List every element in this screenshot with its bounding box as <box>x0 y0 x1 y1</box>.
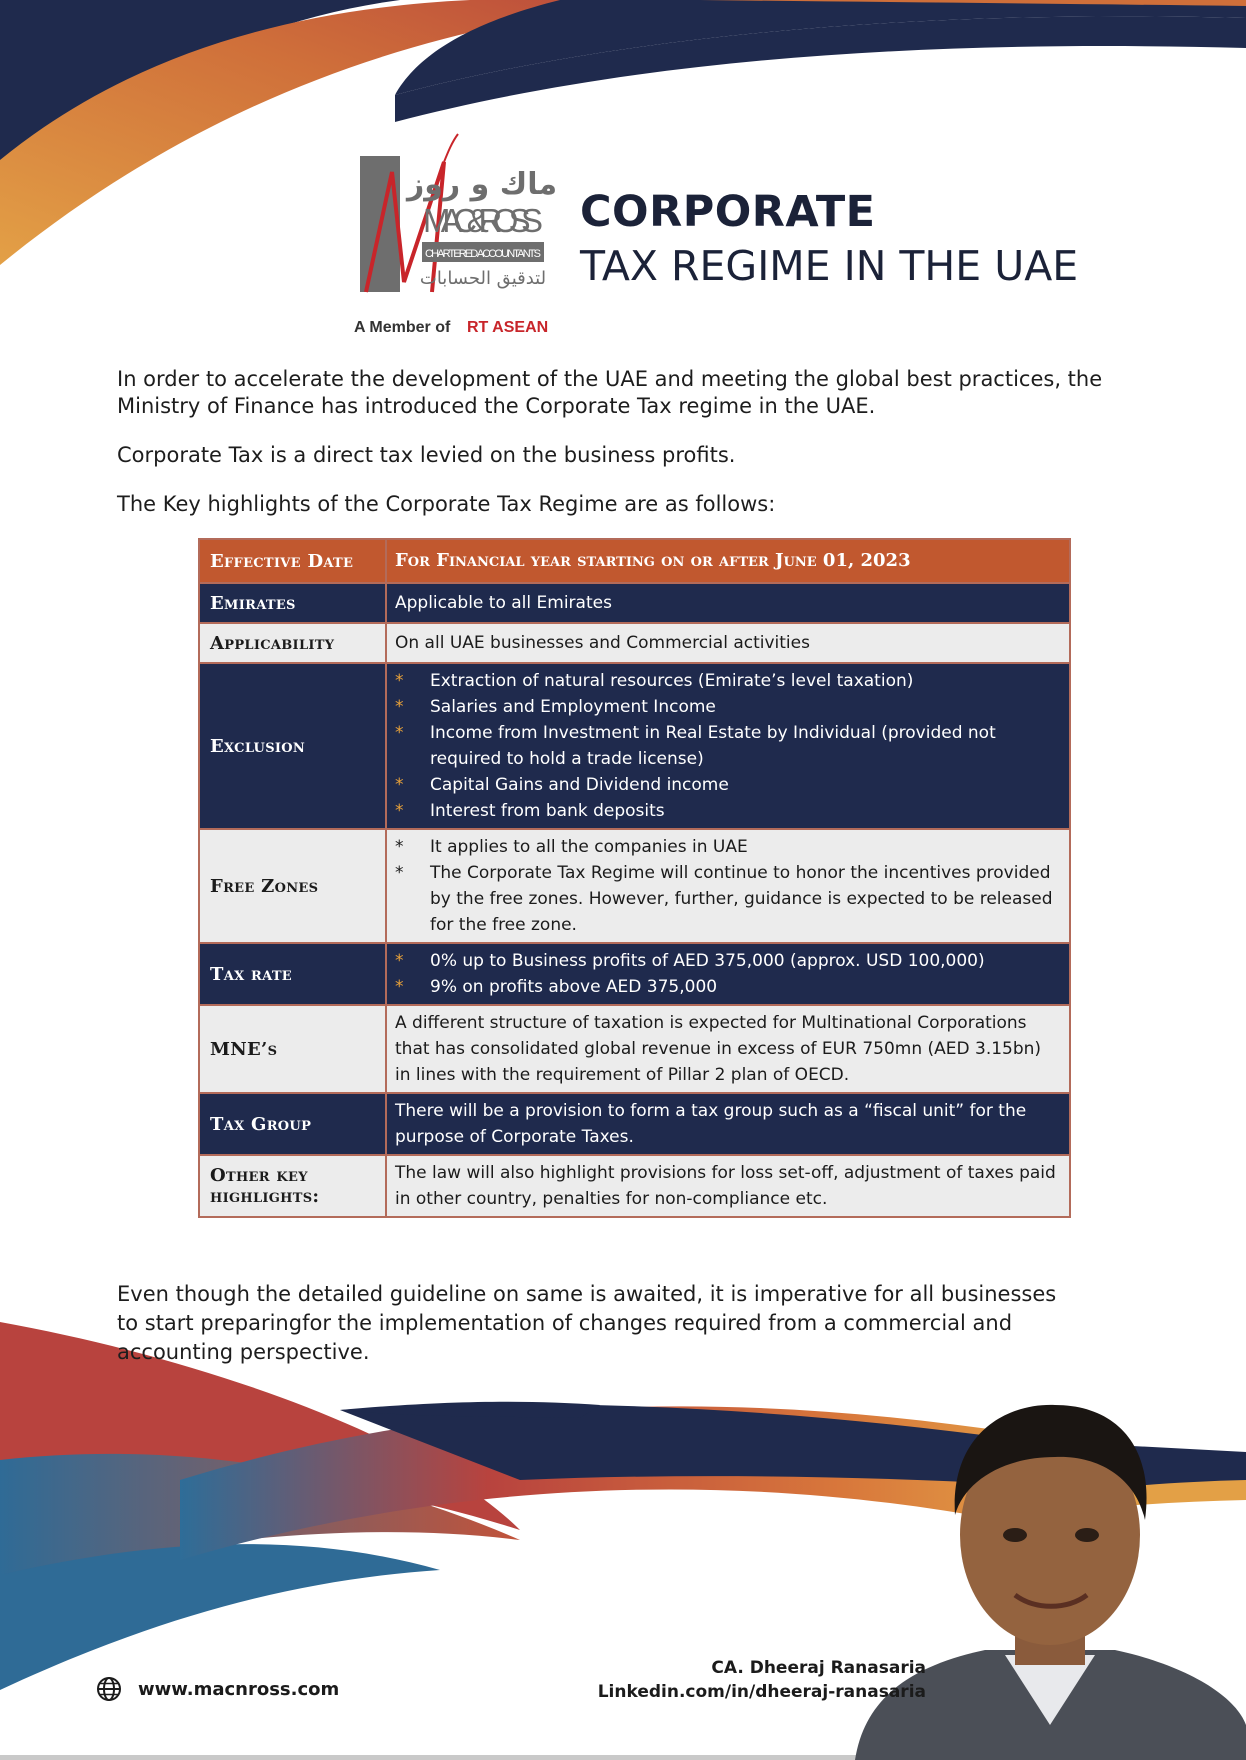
author-name: CA. Dheeraj Ranasaria <box>711 1658 926 1678</box>
row-label: Effective Date <box>199 539 386 583</box>
row-label: MNE’s <box>199 1005 386 1093</box>
row-value <box>386 829 1070 943</box>
row-value: A different structure of taxation is expected for Multinational Corporations that has consolidated global revenue in excess of EUR 750mn (AED 3.15bn) in lines with the requirement of Pillar 2 plan of OECD. <box>386 1005 1070 1093</box>
list-item: * 9% on profits above AED 375,000 <box>395 974 1061 1000</box>
bullet-icon: * <box>395 837 404 857</box>
list-item: * Capital Gains and Dividend income <box>395 772 1061 798</box>
title-line-2: TAX REGIME IN THE UAE <box>580 242 1079 290</box>
bullet-icon: * <box>395 723 404 743</box>
row-label: Tax rate <box>199 943 386 1005</box>
website-link[interactable] <box>96 1676 339 1702</box>
table-row-emirates <box>199 583 1070 623</box>
table-row-exclusion <box>199 663 1070 829</box>
table-row-tax-group <box>199 1093 1070 1155</box>
list-item: * 0% up to Business profits of AED 375,000 (approx. USD 100,000) <box>395 948 1061 974</box>
list-item: * Income from Investment in Real Estate by Individual (provided not required to hold a trade license) <box>395 720 1061 772</box>
table-row-applicability <box>199 623 1070 663</box>
row-value: Applicable to all Emirates <box>386 583 1070 623</box>
row-value: For Financial year starting on or after June 01, 2023 <box>386 539 1070 583</box>
table-row-free-zones <box>199 829 1070 943</box>
list-item: * It applies to all the companies in UAE <box>395 834 1061 860</box>
table-row-other <box>199 1155 1070 1217</box>
logo-arabic-name: ماك و روز <box>406 167 558 202</box>
author-info <box>598 1656 926 1704</box>
logo-tagline: CHARTERED ACCOUNTANTS <box>425 248 541 260</box>
row-label: Free Zones <box>199 829 386 943</box>
table-row-tax-rate <box>199 943 1070 1005</box>
row-value <box>386 663 1070 829</box>
row-label: Applicability <box>199 623 386 663</box>
list-item: * Interest from bank deposits <box>395 798 1061 824</box>
bullet-icon: * <box>395 801 404 821</box>
logo-member-network: RT ASEAN <box>467 319 549 336</box>
highlights-table <box>198 538 1071 1218</box>
bullet-icon: * <box>395 697 404 717</box>
intro-text <box>117 366 1147 540</box>
table-row-effective-date <box>199 539 1070 583</box>
row-label: Other key highlights: <box>199 1155 386 1217</box>
row-value: The law will also highlight provisions for loss set-off, adjustment of taxes paid in other country, penalties for non-compliance etc. <box>386 1155 1070 1217</box>
globe-icon <box>96 1676 122 1702</box>
row-value: On all UAE businesses and Commercial activities <box>386 623 1070 663</box>
author-photo <box>855 1395 1246 1760</box>
list-item: * Salaries and Employment Income <box>395 694 1061 720</box>
intro-paragraph: Corporate Tax is a direct tax levied on the business profits. <box>117 443 736 467</box>
bullet-icon: * <box>395 775 404 795</box>
bullet-icon: * <box>395 671 404 691</box>
row-label: Emirates <box>199 583 386 623</box>
bullet-icon: * <box>395 977 404 997</box>
table-row-mnes <box>199 1005 1070 1093</box>
logo-arabic-tagline: لتدقيق الحسابات <box>419 268 547 289</box>
bullet-icon: * <box>395 951 404 971</box>
row-label: Exclusion <box>199 663 386 829</box>
list-item: * Extraction of natural resources (Emirate’s level taxation) <box>395 668 1061 694</box>
logo-member-prefix: A Member of <box>354 319 451 336</box>
author-linkedin[interactable]: Linkedin.com/in/dheeraj-ranasaria <box>597 1682 926 1702</box>
logo-brand: MAC & ROSS <box>423 202 543 239</box>
intro-paragraph: In order to accelerate the development of the UAE and meeting the global best practices, the Ministry of Finance has introduced the Corporate Tax regime in the UAE. <box>117 367 1103 418</box>
page-title <box>580 186 1078 294</box>
intro-paragraph: The Key highlights of the Corporate Tax Regime are as follows: <box>117 492 776 516</box>
website-url: www.macnross.com <box>138 1678 340 1700</box>
closing-paragraph: Even though the detailed guideline on same is awaited, it is imperative for all businesses to start preparingfor the implementation of changes required from a commercial and accounting perspective. <box>117 1282 1057 1364</box>
bullet-icon: * <box>395 863 404 883</box>
list-item: * The Corporate Tax Regime will continue to honor the incentives provided by the free zones. However, further, guidance is expected to be released for the free zone. <box>395 860 1061 938</box>
row-value: There will be a provision to form a tax group such as a “fiscal unit” for the purpose of Corporate Taxes. <box>386 1093 1070 1155</box>
mac-ross-logo <box>352 132 564 337</box>
title-line-1: CORPORATE <box>580 187 876 237</box>
row-value <box>386 943 1070 1005</box>
row-label: Tax Group <box>199 1093 386 1155</box>
